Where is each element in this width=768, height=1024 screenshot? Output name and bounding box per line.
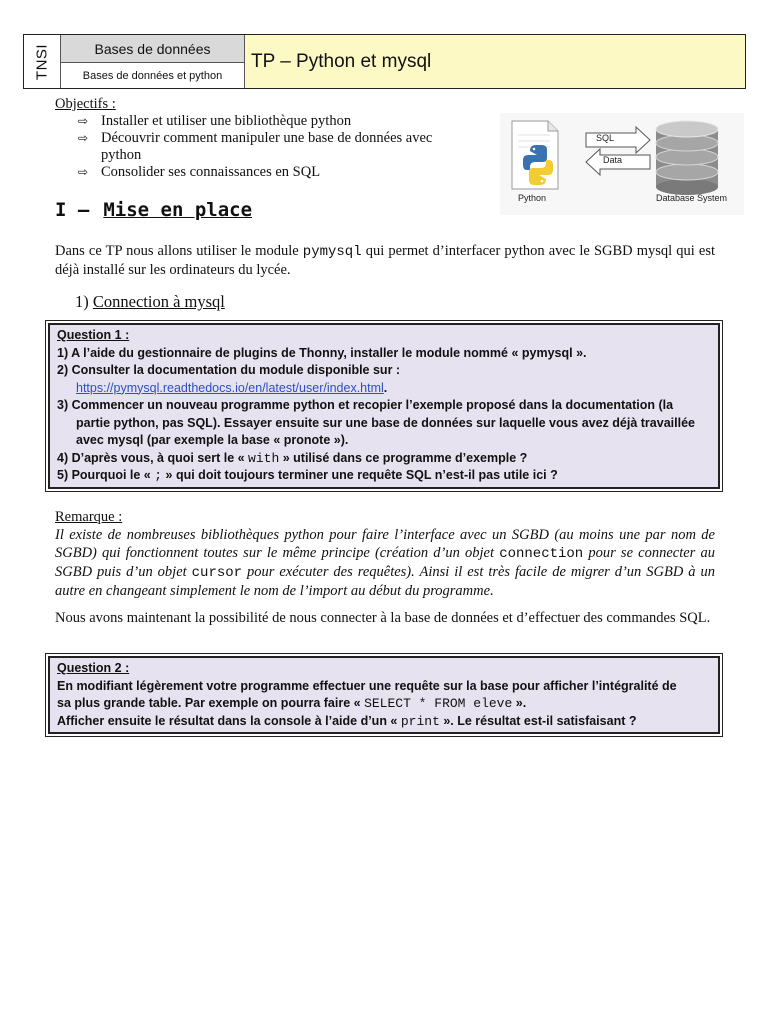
objectives-title: Objectifs :: [55, 96, 116, 112]
objectives: [55, 96, 475, 181]
cursor-code: cursor: [191, 565, 243, 581]
document-title: TP – Python et mysql: [245, 35, 745, 88]
remark-text: Il existe de nombreuses bibliothèques python pour faire l’interface avec un SGBD (au moins une par nom de SGBD) qui fonctionnent toutes sur le même principe (création d’un objet connection pour se connecter au SGBD puis d’un objet cursor pour exécuter des requêtes). Ainsi il est très facile de migrer d’un SGBD à un autre en changeant simplement le nom de l’import au début du programme.: [55, 527, 715, 599]
question-1-box: Question 1 : 1) A l’aide du gestionnaire de plugins de Thonny, installer le module nommé « pymysql ». 2) Consulter la documentation du module disponible sur : https://pymysql.readthedocs.io/en/latest/user/index.html. 3) Commencer un nouveau programme python et recopier l’exemple proposé dans la documentation (la partie python, pas SQL). Essayer ensuite sur une base de données sur laquelle vous avez déjà travaillée avec mysql (par exemple la base « pronote »). 4) D’après vous, à quoi sert le « with » utilisé dans ce programme d’exemple ? 5) Pourquoi le « ; » qui doit toujours terminer une requête SQL n’est-il pas utile ici ?: [45, 320, 723, 492]
chapter-label: Bases de données et python: [82, 69, 223, 82]
sql-label: SQL: [596, 133, 615, 143]
section-heading: [55, 199, 252, 221]
question-2-box: Question 2 : En modifiant légèrement votre programme effectuer une requête sur la base pour afficher l’intégralité de sa plus grande table. Par exemple on pourra faire « SELECT * FROM eleve ». Afficher ensuite le résultat dans la console à l’aide d’un « print ». Le résultat est-il satisfaisant ?: [45, 653, 723, 737]
select-query-code: SELECT * FROM eleve: [364, 696, 513, 711]
intro-paragraph: Dans ce TP nous allons utiliser le module pymysql qui permet d’interfacer python avec le SGBD mysql qui est déjà installé sur les ordinateurs du lycée.: [55, 243, 715, 278]
class-label: TNSI: [33, 43, 51, 80]
database-icon: [656, 121, 718, 195]
arrow-icon: ⇨: [78, 114, 89, 128]
semicolon-code: ;: [154, 468, 163, 483]
section-number: I –: [55, 199, 90, 221]
python-label: Python: [518, 193, 547, 203]
subsection-title: Connection à mysql: [92, 292, 225, 311]
remark-title: Remarque :: [55, 509, 123, 525]
subject-cell: [61, 35, 245, 88]
python-database-figure: [500, 113, 744, 215]
with-keyword: with: [248, 450, 280, 466]
objectives-list: [55, 113, 475, 181]
remark: [55, 508, 715, 600]
subsection-heading: [75, 292, 225, 312]
objective-item: ⇨ Découvrir comment manipuler une base de données avec python: [78, 130, 433, 163]
arrow-icon: ⇨: [78, 131, 89, 145]
arrow-icon: ⇨: [78, 165, 89, 179]
connection-paragraph: Nous avons maintenant la possibilité de nous connecter à la base de données et d’effectuer des commandes SQL.: [55, 610, 711, 626]
print-code: print: [400, 713, 440, 729]
database-system-label: Database System: [656, 193, 728, 203]
class-label-cell: [24, 35, 61, 88]
header-table: [23, 34, 746, 89]
python-file-icon: [512, 121, 558, 189]
documentation-link[interactable]: https://pymysql.readthedocs.io/en/latest/user/index.html: [76, 380, 384, 395]
data-label: Data: [603, 155, 623, 165]
module-name: pymysql: [302, 244, 362, 260]
question-2-title: Question 2 :: [57, 661, 130, 675]
objective-item: ⇨ Installer et utiliser une bibliothèque python: [78, 113, 352, 129]
objective-item: ⇨ Consolider ses connaissances en SQL: [78, 164, 321, 180]
connection-code: connection: [499, 546, 584, 562]
subject-label: Bases de données: [61, 35, 244, 63]
subsection-number: 1): [75, 292, 89, 311]
section-title: Mise en place: [103, 199, 253, 221]
question-1-title: Question 1 :: [57, 328, 130, 342]
